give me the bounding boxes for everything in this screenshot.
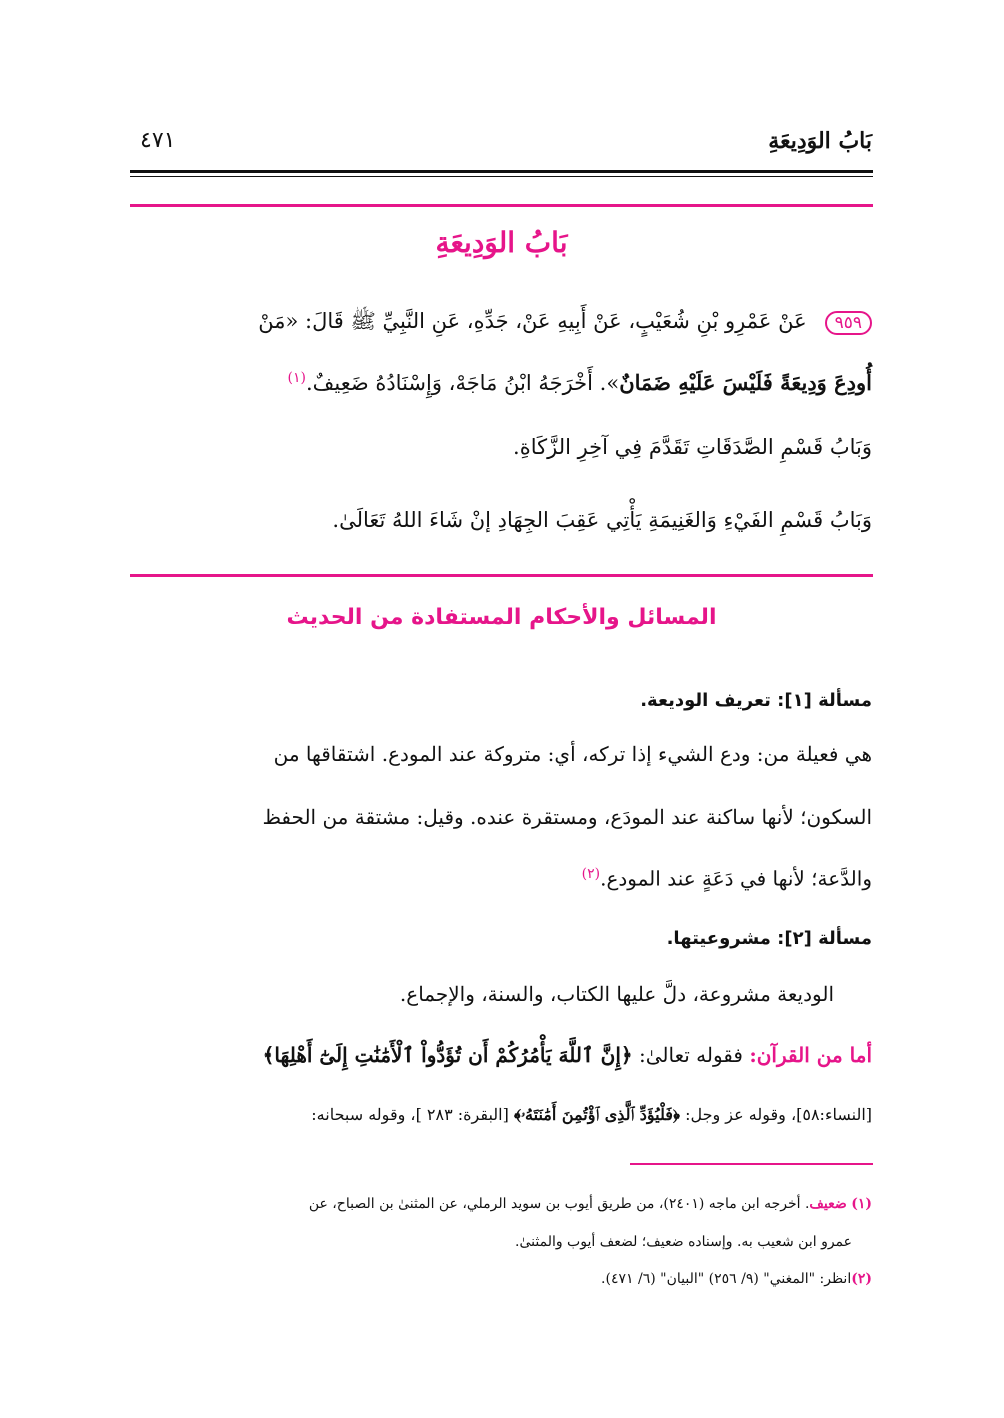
issue-1-para-line-3 xyxy=(131,866,872,891)
issue-2-heading: مسألة [٢]: مشروعيتها. xyxy=(666,928,872,949)
running-header-title: بَابُ الوَدِيعَةِ xyxy=(768,128,872,154)
page-number: ٤٧١ xyxy=(140,128,176,153)
footnote-2-number: (٢) xyxy=(851,1271,872,1287)
footnote-separator xyxy=(630,1163,873,1165)
issue-1-para-text: والدَّعة؛ لأنها في دَعَةٍ عند المودع. xyxy=(600,866,872,891)
verse-ref-2: [البقرة: ٢٨٣ ] xyxy=(415,1105,509,1124)
verse-ref-1: [النساء:٥٨] xyxy=(796,1105,872,1124)
quran-verse-1: ﴿إِنَّ ٱللَّهَ يَأْمُرُكُمْ أَن تُؤَدُّواْ ٱلْأَمَٰنَٰتِ إِلَىٰٓ أَهْلِهَا﴾ xyxy=(262,1043,633,1067)
section-title: المسائل والأحكام المستفادة من الحديث xyxy=(286,605,717,630)
quran-verse-2: ﴿فَلْيُؤَدِّ ٱلَّذِى ٱؤْتُمِنَ أَمَٰنَتَهُۥ﴾ xyxy=(513,1105,680,1124)
footnote-ref-1[interactable]: (١) xyxy=(287,370,306,386)
issue-1-heading: مسألة [١]: تعريف الوديعة. xyxy=(640,690,872,711)
footnote-1-continued: عمرو ابن شعيب به. وإسناده ضعيف؛ لضعف أيوب والمثنىٰ. xyxy=(515,1234,852,1250)
hadith-text-2: ». أَخْرَجَهُ ابْنُ مَاجَهْ، وَإِسْنَادُهُ ضَعِيفٌ. xyxy=(305,371,620,395)
quran-intro: فقوله تعالىٰ: xyxy=(632,1043,750,1067)
footnote-1-label: ضعيف xyxy=(809,1196,847,1212)
footnote-1-number: (١) xyxy=(851,1196,872,1212)
chapter-rule-bottom xyxy=(130,574,873,577)
footnote-1 xyxy=(131,1196,872,1212)
header-rule xyxy=(130,170,873,173)
footnote-2 xyxy=(131,1271,872,1287)
issue-2-para-line-1: الوديعة مشروعة، دلَّ عليها الكتاب، والسنة، والإجماع. xyxy=(399,982,834,1006)
hadith-line-1 xyxy=(131,308,872,339)
chapter-title: بَابُ الوَدِيعَةِ xyxy=(435,226,568,259)
chapter-rule-top xyxy=(130,204,873,207)
hadith-text-1: عَنْ عَمْرِو بْنِ شُعَيْبٍ، عَنْ أَبِيهِ عَنْ، جَدِّهِ، عَنِ النَّبِيِّ ﷺ قَالَ: «مَنْ xyxy=(258,309,807,333)
quran-lead-label: أما من القرآن: xyxy=(749,1043,872,1067)
footnote-2-text: انظر: "المغني" (٩/ ٢٥٦) "البيان" (٦/ ٤٧١). xyxy=(601,1271,852,1287)
issue-1-para-line-2: السكون؛ لأنها ساكنة عند المودَع، ومستقرة عنده. وقيل: مشتقة من الحفظ xyxy=(262,805,872,829)
issue-1-para-line-1: هي فعيلة من: ودع الشيء إذا تركه، أي: متروكة عند المودع. اشتقاقها من xyxy=(273,742,872,766)
footnote-ref-2[interactable]: (٢) xyxy=(581,866,601,882)
footnote-1-text: . أخرجه ابن ماجه (٢٤٠١)، من طريق أيوب بن سويد الرملي، عن المثنىٰ بن الصباح، عن xyxy=(308,1196,810,1212)
hadith-text-bold: أُودِعَ وَدِيعَةً فَلَيْسَ عَلَيْهِ ضَمَانٌ xyxy=(619,370,872,395)
quran-line xyxy=(131,1043,872,1067)
hadith-number-badge: ٩٥٩ xyxy=(825,311,872,335)
hadith-line-2 xyxy=(131,370,872,395)
chapter-note-1: وَبَابُ قَسْمِ الصَّدَقَاتِ تَقَدَّمَ فِي آخِرِ الزَّكَاةِ. xyxy=(513,435,872,459)
end-text: ، وقوله سبحانه: xyxy=(311,1105,416,1124)
chapter-note-2: وَبَابُ قَسْمِ الفَيْءِ وَالغَنِيمَةِ يَأْتِي عَقِبَ الجِهَادِ إنْ شَاءَ اللهُ تَعَالَىٰ. xyxy=(332,508,872,532)
header-rule-thin xyxy=(130,176,873,177)
quran-refs-line xyxy=(131,1105,872,1125)
mid-text: ، وقوله عز وجل: xyxy=(680,1105,797,1124)
